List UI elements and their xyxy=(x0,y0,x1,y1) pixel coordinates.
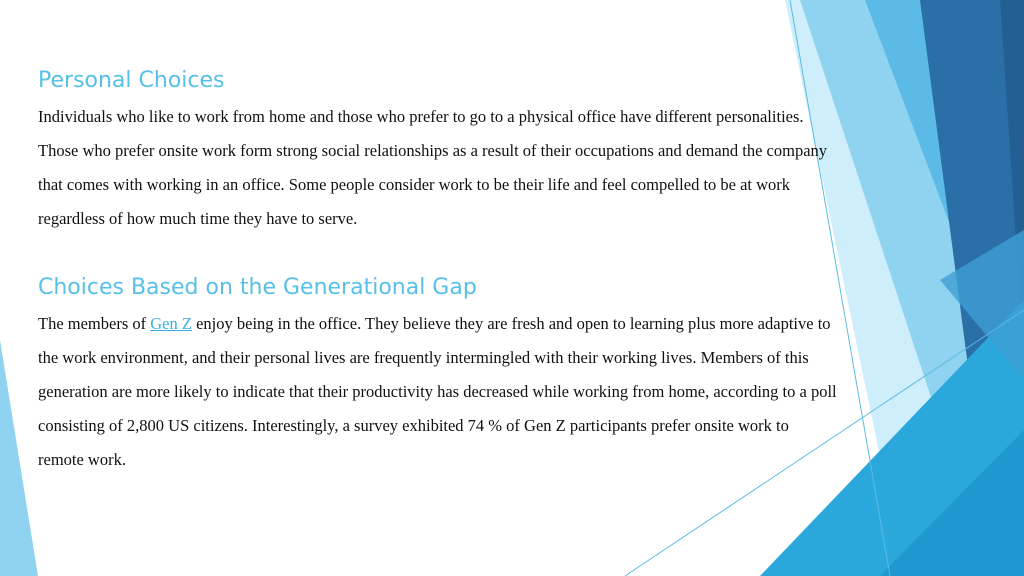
left-facet xyxy=(0,340,38,576)
section-heading-generational-gap: Choices Based on the Generational Gap xyxy=(38,275,477,300)
body-text-before-link: The members of xyxy=(38,314,151,333)
section-body-personal-choices: Individuals who like to work from home and those who prefer to go to a physical office have different personalities. Those who prefer onsite work form strong social relationships as a result of their occupations and demand the company that comes with working in an office. Some people consider work to be their life and feel compelled to be at work regardless of how much time they have to serve. xyxy=(38,107,828,228)
gen-z-link[interactable]: Gen Z xyxy=(150,314,192,333)
section-body-generational-gap xyxy=(38,307,838,477)
slide-content xyxy=(38,62,838,477)
body-text-after-link: enjoy being in the office. They believe they are fresh and open to learning plus more adaptive to the work environment, and their personal lives are frequently intermingled with their working lives. Members of this generation are more likely to indicate that their productivity has decreased while working from home, according to a poll consisting of 2,800 US citizens. Interestingly, a survey exhibited 74 % of Gen Z participants prefer onsite work to remote work. xyxy=(38,314,837,469)
section-heading-personal-choices: Personal Choices xyxy=(38,68,225,93)
